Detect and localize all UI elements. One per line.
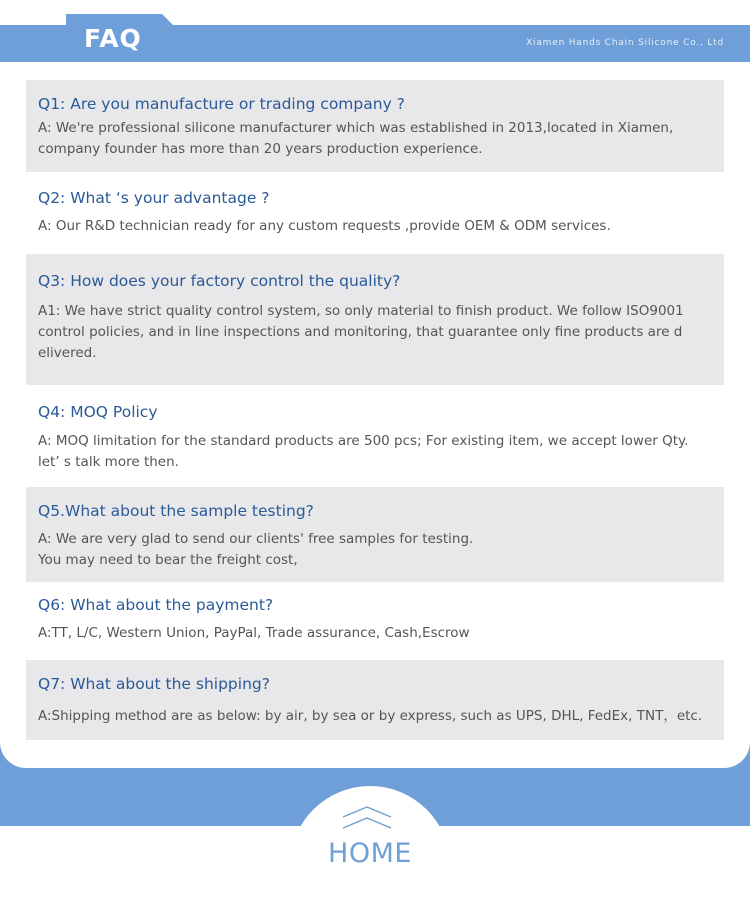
faq-item-7 [26,660,724,740]
question: Q5.What about the sample testing? [38,502,314,520]
faq-item-2 [26,174,724,252]
answer [38,118,716,160]
answer-line: A:TT, L/C, Western Union, PayPal, Trade assurance, Cash,Escrow [38,625,470,641]
home-button[interactable]: HOME [328,838,412,869]
answer-line: A: MOQ limitation for the standard products are 500 pcs; For existing item, we accept lower Qty. [38,433,689,449]
question: Q7: What about the shipping? [38,675,270,693]
question: Q1: Are you manufacture or trading company ? [38,95,405,113]
question: Q3: How does your factory control the quality? [38,272,401,290]
answer-line: control policies, and in line inspections and monitoring, that guarantee only fine products are d [38,324,683,340]
answer-line: A: We're professional silicone manufacturer which was established in 2013,located in Xiamen, [38,120,674,136]
faq-item-1 [26,80,724,172]
answer-line: A: Our R&D technician ready for any custom requests ,provide OEM & ODM services. [38,218,611,234]
faq-item-6 [26,584,724,658]
question: Q4: MOQ Policy [38,403,158,421]
answer-line: A: We are very glad to send our clients' free samples for testing. [38,531,474,547]
answer-line: company founder has more than 20 years production experience. [38,141,483,157]
answer [38,706,716,727]
answer [38,216,716,237]
question: Q6: What about the payment? [38,596,274,614]
answer [38,301,716,364]
faq-item-4 [26,387,724,485]
faq-item-3 [26,254,724,385]
answer-line: A1: We have strict quality control system, so only material to finish product. We follow ISO9001 [38,303,684,319]
answer-line: You may need to bear the freight cost, [38,552,298,568]
answer [38,623,716,644]
answer [38,529,716,571]
answer-line: A:Shipping method are as below: by air, by sea or by express, such as UPS, DHL, FedEx, TNT，etc. [38,708,703,724]
faq-tab-corner [162,14,173,25]
question: Q2: What ‘s your advantage ? [38,189,270,207]
answer [38,431,716,473]
faq-body [0,62,750,768]
answer-line: elivered. [38,345,97,361]
double-chevron-up-icon[interactable] [341,806,393,832]
answer-line: let’ s talk more then. [38,454,179,470]
faq-item-5 [26,487,724,582]
page-title: FAQ [84,24,142,53]
company-name: Xiamen Hands Chain Silicone Co., Ltd [526,38,724,48]
